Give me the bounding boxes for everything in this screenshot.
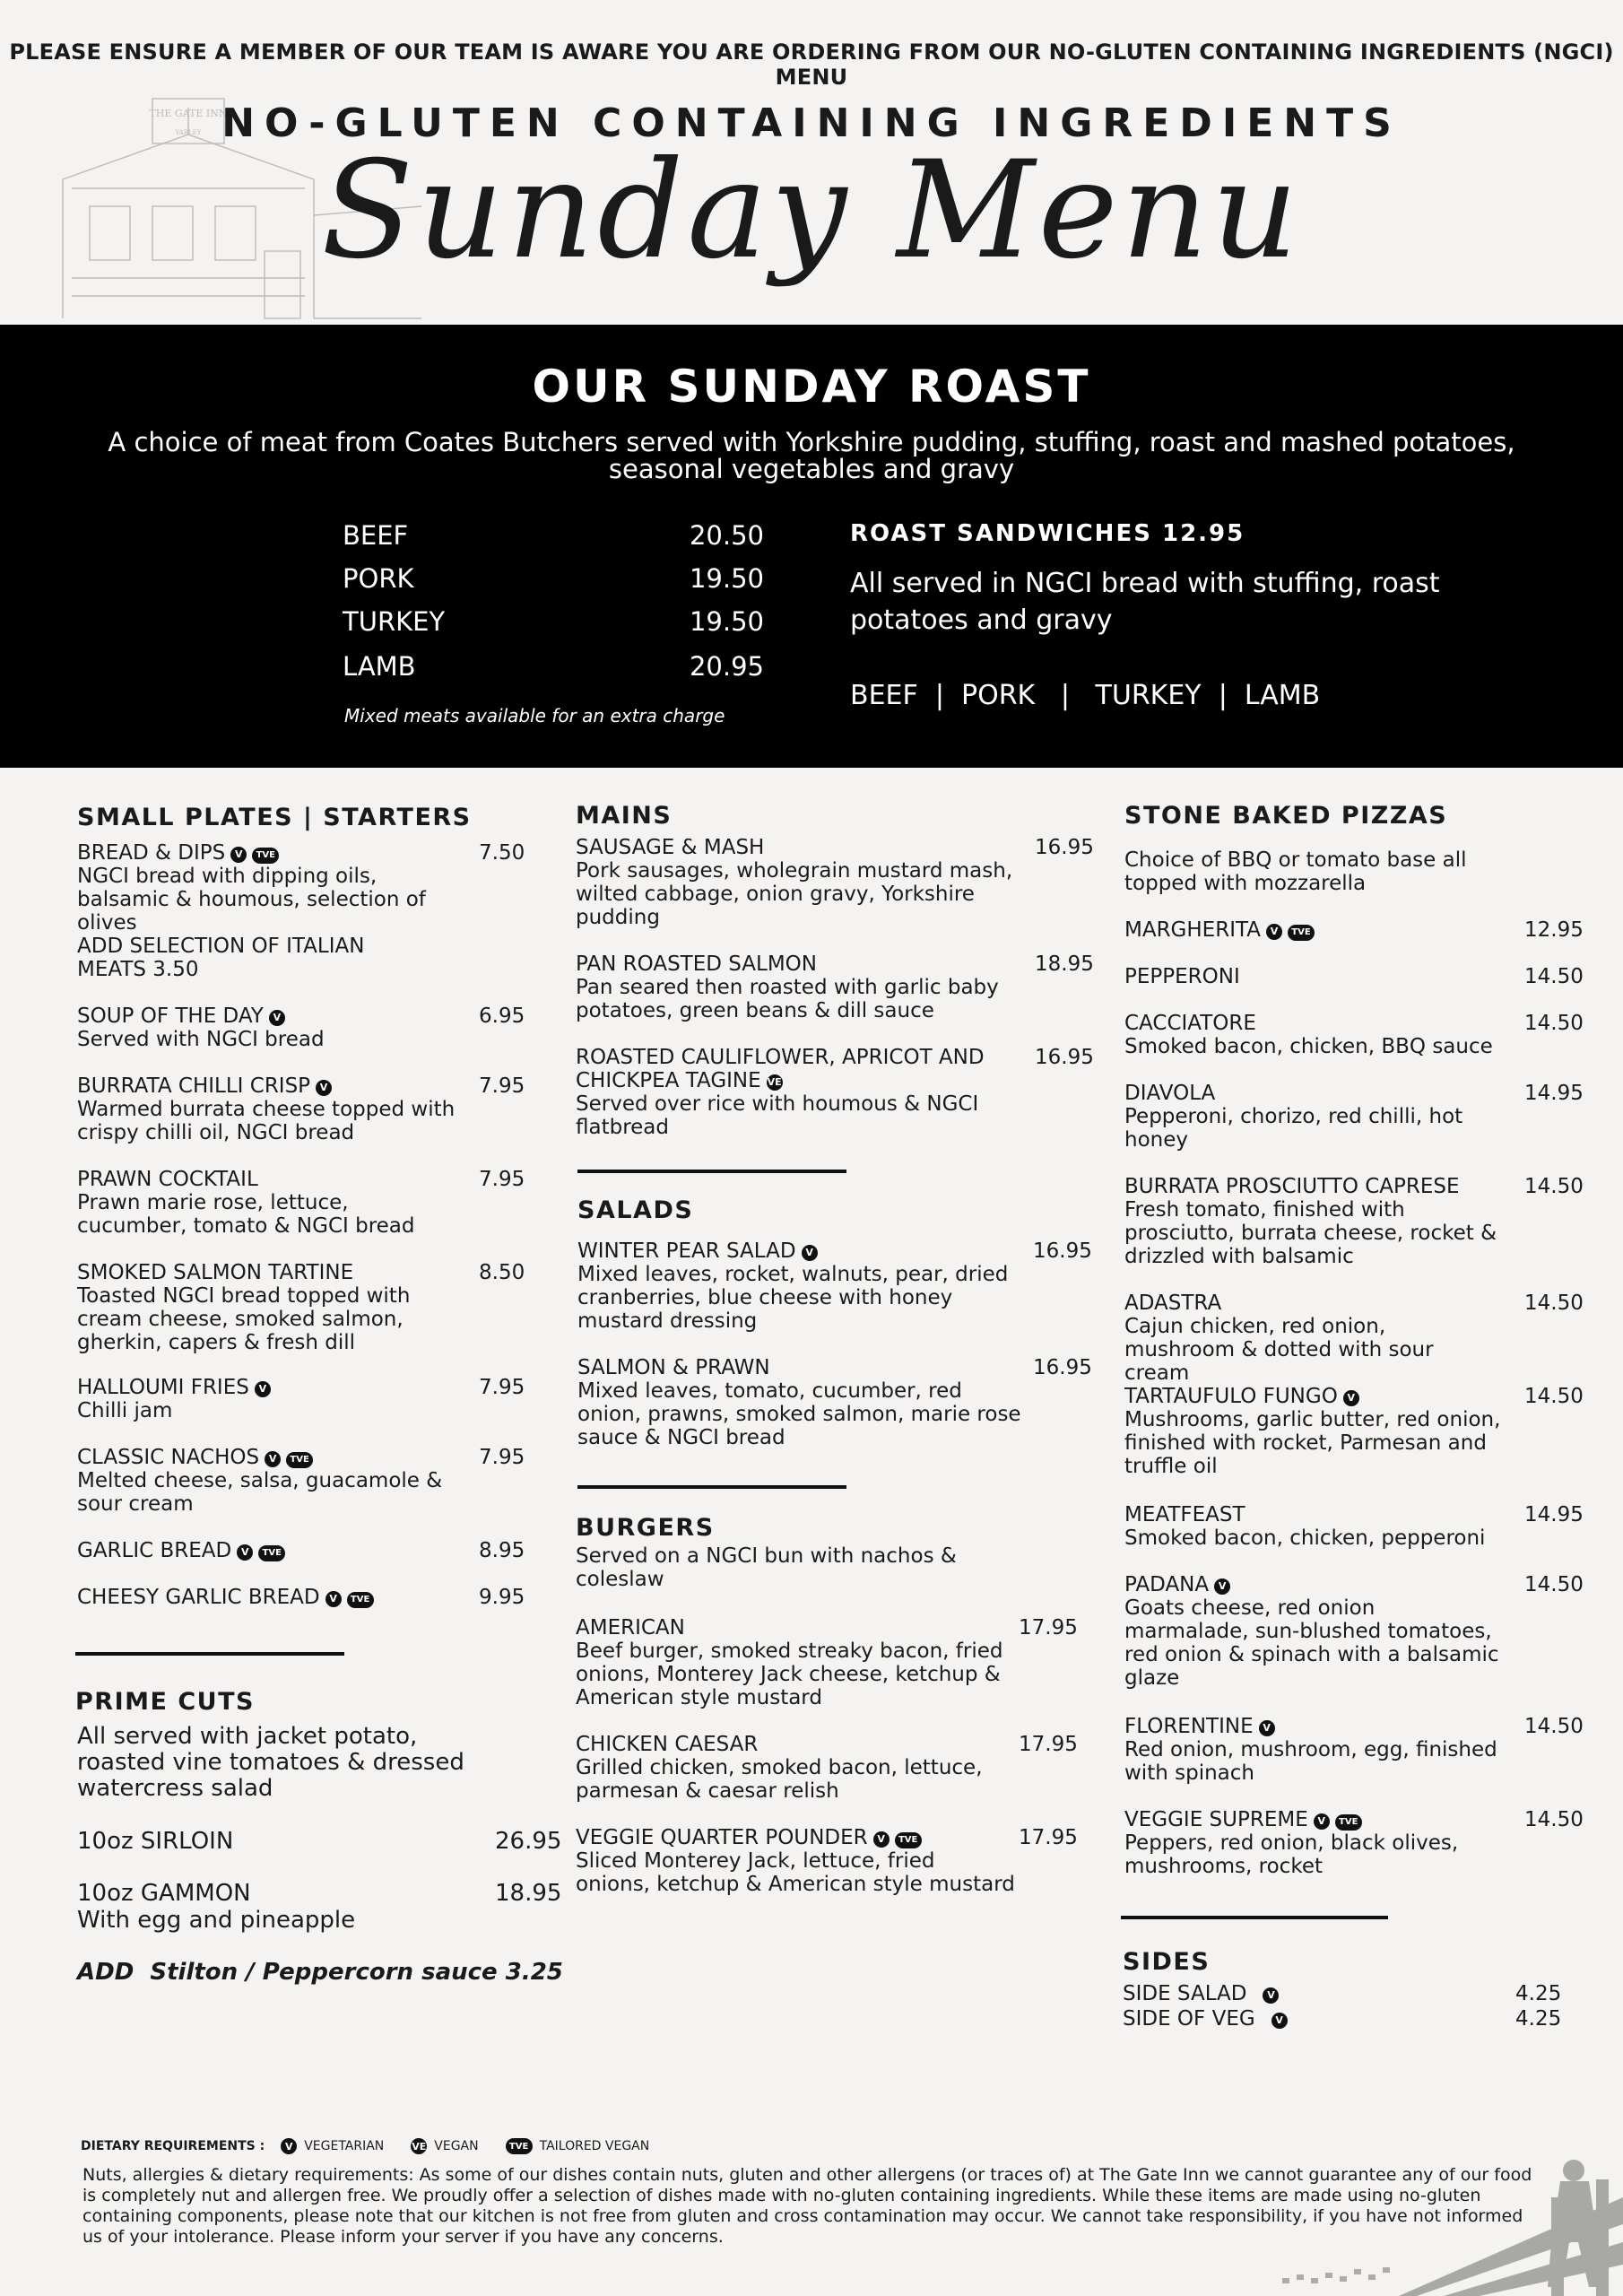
item-price: 14.50 [1524,1808,1584,1831]
item-name: CACCIATORE [1124,1012,1256,1035]
item-price: 14.95 [1524,1503,1584,1526]
prime-cuts-heading: PRIME CUTS [75,1688,255,1716]
dietary-label: DIETARY REQUIREMENTS : [81,2139,265,2153]
item-description: NGCI bread with dipping oils, balsamic & houmous, selection of olives ADD SELECTION OF ITALIAN MEATS 3.50 [77,865,426,981]
menu-item [77,1261,525,1354]
item-price: 14.50 [1524,1292,1584,1315]
meat-name: BEEF [343,520,409,551]
item-price: 17.95 [1019,1826,1078,1849]
menu-item [1124,965,1584,988]
item-name: PEPPERONI [1124,965,1240,988]
menu-item [77,1880,562,1934]
item-description: Grilled chicken, smoked bacon, lettuce, parmesan & caesar relish [576,1756,983,1803]
meat-name: PORK [343,563,414,594]
menu-item [576,952,1094,1022]
menu-item [1124,1573,1584,1690]
item-name: BURRATA CHILLI CRISP [77,1074,311,1098]
meat-name: LAMB [343,651,416,682]
tailored-vegan-label: TAILORED VEGAN [539,2139,650,2153]
roast-description: A choice of meat from Coates Butchers served with Yorkshire pudding, stuffing, roast and mashed potatoes, seasonal vegetables and gravy [108,427,1515,484]
item-name: DIAVOLA [1124,1082,1216,1105]
dietary-legend [81,2138,649,2154]
mixed-meats-note: Mixed meats available for an extra charge [344,705,725,726]
tailored-vegan-icon: TVE [506,2138,533,2154]
item-price: 7.95 [479,1376,525,1399]
sauce-add-on: ADD Stilton / Peppercorn sauce 3.25 [77,1959,563,1986]
item-price: 16.95 [1033,1239,1092,1263]
item-price: 7.95 [479,1446,525,1469]
menu-item [77,1004,525,1051]
item-price: 9.95 [479,1586,525,1609]
sunday-roast-section [0,325,1623,768]
meat-price: 19.50 [689,563,764,594]
roast-meat-row [343,606,764,637]
item-description: Mixed leaves, tomato, cucumber, red onion, prawns, smoked salmon, marie rose sauce & NGCI bread [577,1379,1021,1449]
vegetarian-icon: V [237,1544,253,1561]
roast-sandwiches-options: BEEF | PORK | TURKEY | LAMB [850,680,1321,711]
item-price: 4.25 [1515,1982,1562,2005]
item-price: 6.95 [479,1004,525,1028]
item-name: BURRATA PROSCIUTTO CAPRESE [1124,1175,1460,1198]
pizzas-description: Choice of BBQ or tomato base all topped with mozzarella [1124,848,1467,895]
menu-item [576,1826,1078,1896]
tailored-vegan-icon: TVE [1288,925,1315,941]
vegetarian-icon: V [873,1831,890,1848]
burgers-description: Served on a NGCI bun with nachos & coleslaw [576,1544,957,1591]
tailored-vegan-icon: TVE [347,1592,374,1608]
meat-price: 19.50 [689,606,764,637]
menu-item [1123,1982,1562,2005]
item-name: 10oz SIRLOIN [77,1828,234,1855]
item-name: CHEESY GARLIC BREAD [77,1586,320,1609]
item-description: Sliced Monterey Jack, lettuce, fried onions, ketchup & American style mustard [576,1849,1015,1896]
tailored-vegan-icon: TVE [1335,1814,1362,1831]
item-price: 18.95 [1035,952,1094,976]
vegetarian-icon: V [1343,1390,1359,1406]
item-description: Smoked bacon, chicken, pepperoni [1124,1526,1486,1550]
vegan-icon: VE [767,1074,783,1091]
roast-meat-row [343,520,764,551]
tailored-vegan-icon: TVE [286,1452,313,1468]
item-name: BREAD & DIPS [77,841,226,865]
item-description: Red onion, mushroom, egg, finished with spinach [1124,1738,1497,1785]
ngci-notice: PLEASE ENSURE A MEMBER OF OUR TEAM IS AWARE YOU ARE ORDERING FROM OUR NO-GLUTEN CONTAINING INGREDIENTS (NGCI) MENU [9,39,1614,90]
vegetarian-label: VEGETARIAN [304,2139,385,2153]
item-description: Smoked bacon, chicken, BBQ sauce [1124,1035,1493,1058]
menu-item [1124,1082,1584,1152]
ngci-heading: NO-GLUTEN CONTAINING INGREDIENTS [221,100,1402,146]
roast-sandwiches-title: ROAST SANDWICHES 12.95 [850,520,1245,547]
item-name: SMOKED SALMON TARTINE [77,1261,354,1284]
vegetarian-icon: V [1314,1813,1330,1830]
section-divider [577,1485,846,1489]
item-name: SAUSAGE & MASH [576,836,765,859]
vegetarian-icon: V [230,847,247,863]
meat-name: TURKEY [343,606,446,637]
item-name: SOUP OF THE DAY [77,1004,264,1028]
menu-item [577,1356,1092,1449]
item-name: CHICKEN CAESAR [576,1733,759,1756]
vegan-label: VEGAN [434,2139,479,2153]
item-description: Toasted NGCI bread topped with cream cheese, smoked salmon, gherkin, capers & fresh dill [77,1284,411,1354]
item-description: Peppers, red onion, black olives, mushrooms, rocket [1124,1831,1459,1878]
menu-item [1124,1012,1584,1058]
mains-heading: MAINS [576,802,673,830]
section-divider [577,1170,846,1173]
item-name: VEGGIE SUPREME [1124,1808,1308,1831]
item-name: GARLIC BREAD [77,1539,232,1562]
vegetarian-icon: V [1259,1720,1275,1736]
vegetarian-icon: V [265,1451,281,1467]
menu-item [77,1586,525,1609]
vegetarian-icon: V [269,1010,285,1026]
sunday-menu-title: Sunday Menu [321,133,1302,289]
vegetarian-icon: V [1214,1578,1230,1595]
item-name: FLORENTINE [1124,1715,1254,1738]
item-name: WINTER PEAR SALAD [577,1239,796,1263]
menu-item [77,1539,525,1562]
item-price: 17.95 [1019,1616,1078,1639]
vegetarian-icon: V [1271,2013,1288,2029]
menu-item [77,1376,525,1422]
item-description: Served over rice with houmous & NGCI flatbread [576,1092,979,1139]
item-name: MEATFEAST [1124,1503,1245,1526]
menu-item [576,1616,1078,1709]
item-description: Chilli jam [77,1399,173,1422]
item-price: 16.95 [1035,836,1094,859]
item-price: 17.95 [1019,1733,1078,1756]
item-name: PRAWN COCKTAIL [77,1168,258,1191]
item-name: CLASSIC NACHOS [77,1446,260,1469]
vegetarian-icon: V [325,1591,342,1607]
menu-item [576,1733,1078,1803]
item-name: ADASTRA [1124,1292,1222,1315]
roast-sandwiches-description: All served in NGCI bread with stuffing, roast potatoes and gravy [850,568,1440,636]
svg-text:YARLEY: YARLEY [175,129,202,136]
item-price: 16.95 [1033,1356,1092,1379]
menu-item [77,841,525,981]
menu-item [1124,1292,1584,1385]
item-name: SIDE SALAD [1123,1982,1247,2005]
menu-item [77,1446,525,1516]
roast-meat-row [343,651,764,682]
item-description: Goats cheese, red onion marmalade, sun-blushed tomatoes, red onion & spinach with a balsamic glaze [1124,1596,1499,1690]
menu-item [1123,2007,1562,2031]
item-name: VEGGIE QUARTER POUNDER [576,1826,868,1849]
item-price: 14.50 [1524,1385,1584,1408]
item-price: 8.95 [479,1539,525,1562]
tailored-vegan-icon: TVE [895,1832,922,1848]
roast-title: OUR SUNDAY ROAST [532,361,1091,413]
item-price: 18.95 [495,1880,562,1907]
fence-figure-illustration [1264,2144,1623,2296]
item-price: 14.95 [1524,1082,1584,1105]
menu-item [1124,1385,1584,1478]
vegan-icon: VE [411,2138,427,2154]
item-price: 14.50 [1524,1715,1584,1738]
menu-item [1124,1503,1584,1550]
section-divider [1121,1916,1388,1919]
section-divider [75,1652,344,1656]
item-name: AMERICAN [576,1616,685,1639]
menu-item [1124,1715,1584,1785]
menu-item [77,1074,525,1144]
burgers-heading: BURGERS [576,1514,715,1542]
item-name: MARGHERITA [1124,918,1261,942]
roast-meat-row [343,563,764,594]
menu-item [1124,1175,1584,1268]
vegetarian-icon: V [1263,1987,1279,2004]
menu-item [576,1046,1094,1139]
menu-item [1124,1808,1584,1878]
svg-text:THE GATE INN: THE GATE INN [149,108,228,119]
item-name-text: ROASTED CAULIFLOWER, APRICOT AND CHICKPEA TAGINE [576,1046,985,1092]
item-name: PAN ROASTED SALMON [576,952,817,976]
prime-cuts-description: All served with jacket potato, roasted vine tomatoes & dressed watercress salad [77,1723,464,1802]
item-price: 26.95 [495,1828,562,1855]
vegetarian-icon: V [1266,924,1282,940]
menu-item [1124,918,1584,942]
item-description: Mixed leaves, rocket, walnuts, pear, dried cranberries, blue cheese with honey mustard dressing [577,1263,1009,1333]
item-price: 14.50 [1524,965,1584,988]
menu-item [577,1239,1092,1333]
item-description: Prawn marie rose, lettuce, cucumber, tomato & NGCI bread [77,1191,415,1238]
item-description: Cajun chicken, red onion, mushroom & dotted with sour cream [1124,1315,1434,1385]
allergen-disclaimer: Nuts, allergies & dietary requirements: As some of our dishes contain nuts, gluten and other allergens (or traces of) at The Gate Inn we cannot guarantee any of our food is completely nut and allergen free. We proudly offer a selection of dishes made with no-gluten containing ingredients. While these items are made using no-gluten containing components, please note that our kitchen is not free from gluten and cross contamination may occur. We cannot take responsibility, if you have not informed us of your intolerance. Please inform your server if you have any concerns. [82,2165,1532,2247]
item-description: Pork sausages, wholegrain mustard mash, wilted cabbage, onion gravy, Yorkshire pudding [576,859,1013,929]
item-name: PADANA [1124,1573,1210,1596]
item-price: 7.95 [479,1074,525,1098]
item-description: With egg and pineapple [77,1907,356,1934]
item-description: Beef burger, smoked streaky bacon, fried onions, Monterey Jack cheese, ketchup & American style mustard [576,1639,1003,1709]
item-price: 14.50 [1524,1175,1584,1198]
item-name [576,1046,1024,1092]
item-price: 7.95 [479,1168,525,1191]
tailored-vegan-icon: TVE [252,848,279,864]
vegetarian-icon: V [255,1381,271,1397]
item-name: SIDE OF VEG [1123,2007,1255,2031]
tailored-vegan-icon: TVE [258,1545,285,1561]
item-price: 12.95 [1524,918,1584,942]
item-price: 7.50 [479,841,525,865]
item-description: Warmed burrata cheese topped with crispy chilli oil, NGCI bread [77,1098,456,1144]
item-price: 8.50 [479,1261,525,1284]
item-description: Served with NGCI bread [77,1028,325,1051]
item-price: 16.95 [1035,1046,1094,1069]
vegetarian-icon: V [802,1245,818,1261]
meat-price: 20.50 [689,520,764,551]
item-name: TARTAUFULO FUNGO [1124,1385,1338,1408]
vegetarian-icon: V [281,2138,297,2154]
item-description: Melted cheese, salsa, guacamole & sour cream [77,1469,443,1516]
item-description: Pan seared then roasted with garlic baby potatoes, green beans & dill sauce [576,976,999,1022]
meat-price: 20.95 [689,651,764,682]
item-price: 14.50 [1524,1012,1584,1035]
sides-heading: SIDES [1123,1948,1211,1976]
starters-heading: SMALL PLATES | STARTERS [77,804,472,831]
item-description: Fresh tomato, finished with prosciutto, burrata cheese, rocket & drizzled with balsamic [1124,1198,1497,1268]
item-name: HALLOUMI FRIES [77,1376,249,1399]
item-description: Pepperoni, chorizo, red chilli, hot honey [1124,1105,1463,1152]
vegetarian-icon: V [316,1080,332,1096]
salads-heading: SALADS [577,1196,694,1224]
pizzas-heading: STONE BAKED PIZZAS [1124,802,1448,830]
item-name: 10oz GAMMON [77,1880,251,1907]
menu-item [77,1828,562,1855]
item-price: 14.50 [1524,1573,1584,1596]
menu-item [77,1168,525,1238]
item-price: 4.25 [1515,2007,1562,2031]
item-name: SALMON & PRAWN [577,1356,770,1379]
menu-item [576,836,1094,929]
item-description: Mushrooms, garlic butter, red onion, finished with rocket, Parmesan and truffle oil [1124,1408,1501,1478]
